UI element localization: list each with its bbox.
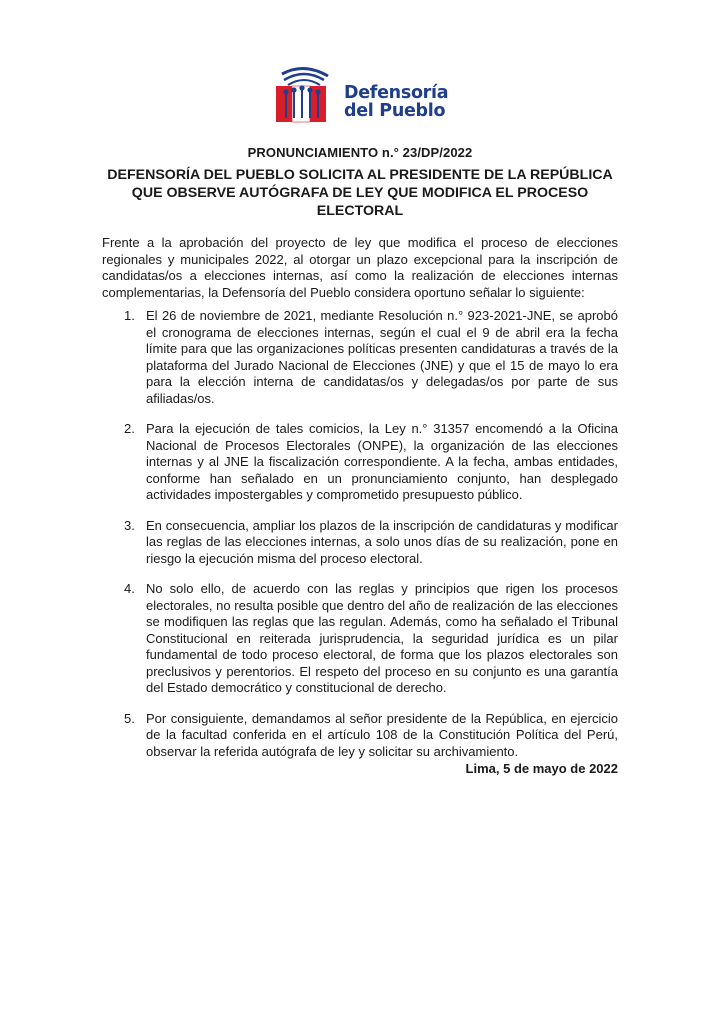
logo-line-1: Defensoría [344, 83, 449, 103]
document-number: PRONUNCIAMIENTO n.° 23/DP/2022 [247, 145, 473, 160]
defensoria-logo [272, 62, 452, 126]
list-item-text: Para la ejecución de tales comicios, la Ley n.° 31357 encomendó a la Oficina Nacional de Procesos Electorales (ONPE), la organización de las elecciones internas y al JNE la fiscalización correspondiente. A la fecha, ambas entidades, conforme han señalado en un pronunciamiento conjunto, han desplegado actividades impostergables y comprometido presupuesto público. [146, 421, 618, 502]
list-item-text: En consecuencia, ampliar los plazos de la inscripción de candidaturas y modificar las reglas de las elecciones internas, a solo unos días de su realización, pone en riesgo la ejecución misma del proceso electoral. [146, 517, 618, 566]
list-item-number: 5. [124, 710, 135, 726]
logo-line-2: del Pueblo [344, 101, 446, 121]
list-item [124, 581, 618, 697]
list-item-number: 2. [124, 421, 135, 436]
list-item [124, 308, 618, 407]
list-item [124, 517, 618, 568]
document-headline: DEFENSORÍA DEL PUEBLO SOLICITA AL PRESIDENTE DE LA REPÚBLICA QUE OBSERVE AUTÓGRAFA DE LEY QUE MODIFICA EL PROCESO ELECTORAL [107, 167, 613, 219]
list-item-text: No solo ello, de acuerdo con las reglas y principios que rigen los procesos electorales, no resulta posible que dentro del año de realización de las elecciones se modifiquen las reglas que las regulan. Además, como ha señalado el Tribunal Constitucional en reiterada jurisprudencia, la seguridad jurídica es un pilar fundamental de todo proceso electoral, de forma que los plazos electorales son preclusivos y perentorios. El respeto del proceso en su conjunto es una garantía del Estado democrático y constitucional de derecho. [146, 581, 618, 695]
list-item [124, 421, 618, 504]
list-item [124, 710, 618, 761]
list-item-text: Por consiguiente, demandamos al señor presidente de la República, en ejercicio de la facultad conferida en el artículo 108 de la Constitución Política del Perú, observar la referida autógrafa de ley y solicitar su archivamiento. [146, 710, 618, 759]
signoff-date: Lima, 5 de mayo de 2022 [465, 761, 618, 776]
intro-paragraph: Frente a la aprobación del proyecto de ley que modifica el proceso de elecciones regionales y municipales 2022, al otorgar un plazo excepcional para la inscripción de candidatas/os a elecciones internas, así como la realización de elecciones internas complementarias, la Defensoría del Pueblo considera oportuno señalar lo siguiente: [102, 235, 618, 300]
points-list [0, 308, 720, 774]
list-item-number: 3. [124, 517, 135, 533]
list-item-number: 1. [124, 308, 135, 323]
list-item-number: 4. [124, 581, 135, 596]
defensoria-emblem-icon [272, 62, 340, 126]
list-item-text: El 26 de noviembre de 2021, mediante Resolución n.° 923-2021-JNE, se aprobó el cronograma de elecciones internas, según el cual el 9 de abril era la fecha límite para que las organizaciones políticas presenten candidaturas a través de la plataforma del Jurado Nacional de Elecciones (JNE) y que el 15 de mayo lo era para la elección interna de candidatas/os y delegadas/os por parte de sus afiliadas/os. [146, 308, 618, 406]
logo-wordmark [344, 84, 448, 120]
